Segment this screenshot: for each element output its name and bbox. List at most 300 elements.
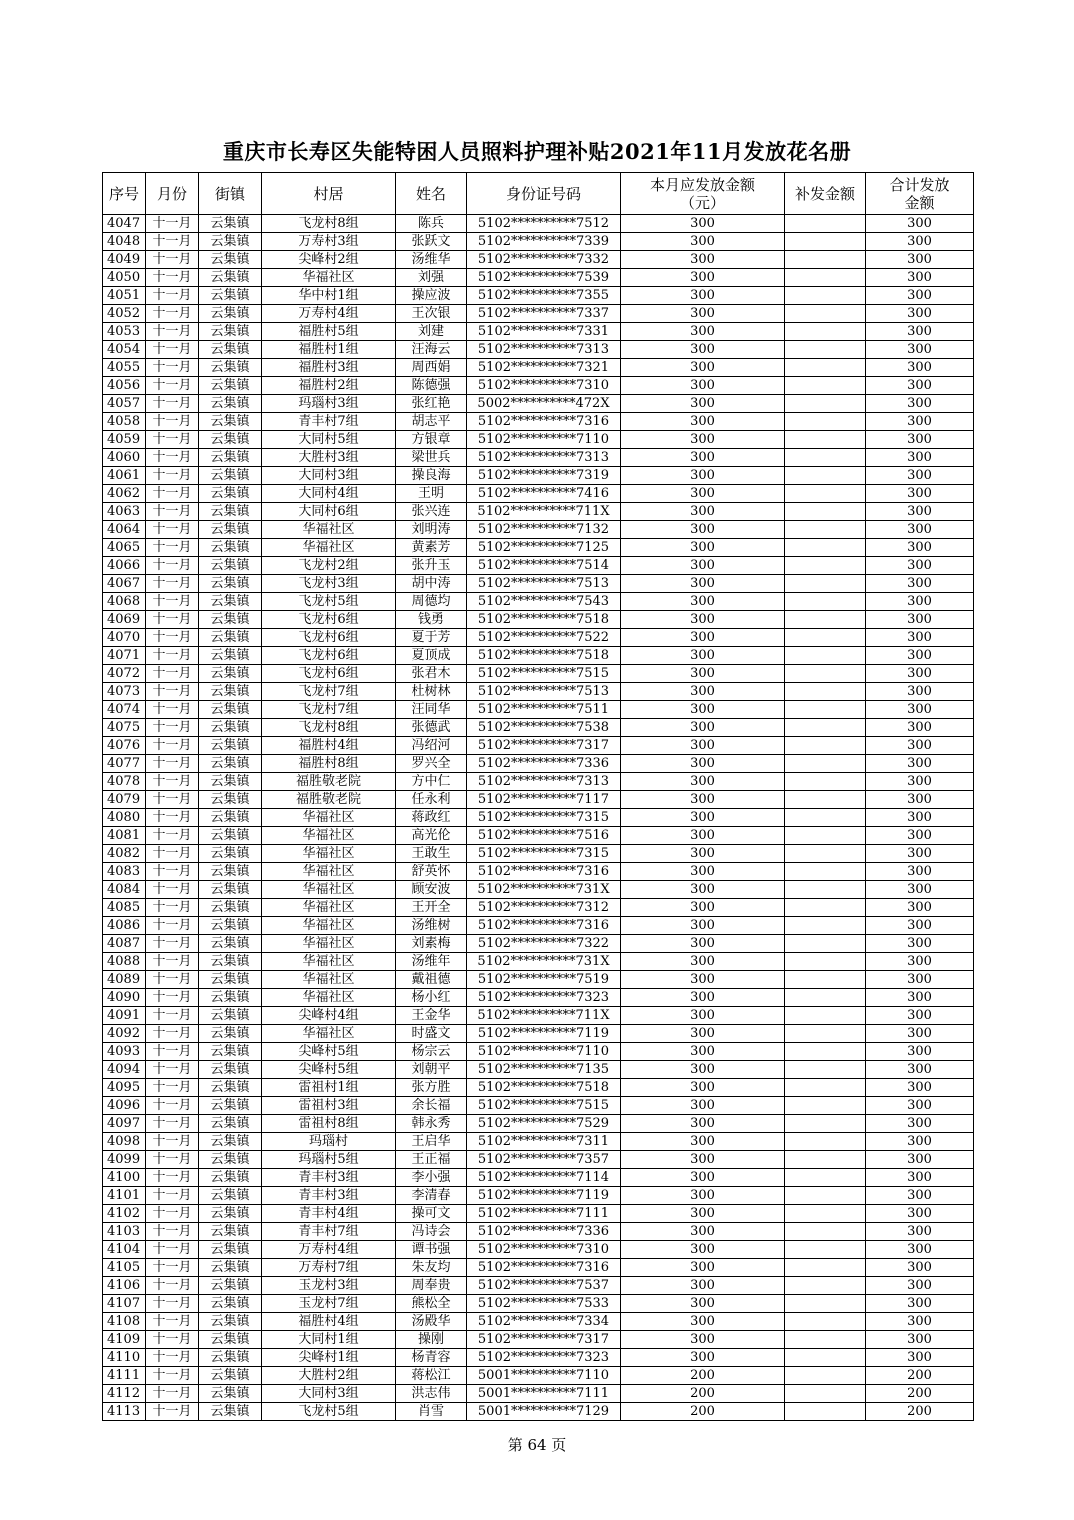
cell-town: 云集镇 [199, 701, 262, 719]
cell-seq: 4094 [103, 1061, 146, 1079]
cell-seq: 4089 [103, 971, 146, 989]
cell-village: 大同村6组 [262, 503, 396, 521]
cell-total-amount: 300 [866, 413, 974, 431]
table-row [103, 809, 974, 827]
cell-id-number: 5102**********7119 [467, 1025, 621, 1043]
cell-supplement-amount [785, 1331, 866, 1349]
table-row [103, 449, 974, 467]
cell-month: 十一月 [146, 413, 199, 431]
cell-village: 飞龙村5组 [262, 593, 396, 611]
cell-total-amount: 300 [866, 611, 974, 629]
cell-supplement-amount [785, 737, 866, 755]
table-row [103, 1079, 974, 1097]
cell-total-amount: 300 [866, 377, 974, 395]
cell-town: 云集镇 [199, 251, 262, 269]
cell-id-number: 5102**********7336 [467, 755, 621, 773]
cell-id-number: 5102**********7135 [467, 1061, 621, 1079]
cell-name: 张升玉 [396, 557, 467, 575]
cell-town: 云集镇 [199, 1133, 262, 1151]
cell-month: 十一月 [146, 1043, 199, 1061]
cell-monthly-amount: 300 [621, 1331, 785, 1349]
cell-supplement-amount [785, 557, 866, 575]
cell-name: 张君木 [396, 665, 467, 683]
cell-seq: 4110 [103, 1349, 146, 1367]
cell-name: 戴祖德 [396, 971, 467, 989]
cell-village: 华福社区 [262, 269, 396, 287]
cell-name: 梁世兵 [396, 449, 467, 467]
cell-total-amount: 300 [866, 539, 974, 557]
cell-town: 云集镇 [199, 1097, 262, 1115]
cell-supplement-amount [785, 791, 866, 809]
cell-total-amount: 300 [866, 1061, 974, 1079]
cell-supplement-amount [785, 665, 866, 683]
cell-name: 周西娟 [396, 359, 467, 377]
cell-town: 云集镇 [199, 863, 262, 881]
table-row [103, 737, 974, 755]
cell-total-amount: 300 [866, 395, 974, 413]
cell-seq: 4085 [103, 899, 146, 917]
cell-month: 十一月 [146, 755, 199, 773]
cell-village: 玉龙村3组 [262, 1277, 396, 1295]
cell-town: 云集镇 [199, 1367, 262, 1385]
cell-supplement-amount [785, 251, 866, 269]
cell-supplement-amount [785, 1241, 866, 1259]
cell-town: 云集镇 [199, 503, 262, 521]
cell-id-number: 5102**********7312 [467, 899, 621, 917]
cell-id-number: 5102**********7518 [467, 1079, 621, 1097]
cell-month: 十一月 [146, 701, 199, 719]
cell-supplement-amount [785, 1313, 866, 1331]
table-row [103, 575, 974, 593]
table-header [103, 173, 974, 215]
cell-month: 十一月 [146, 1151, 199, 1169]
cell-month: 十一月 [146, 467, 199, 485]
table-row [103, 323, 974, 341]
cell-seq: 4111 [103, 1367, 146, 1385]
cell-monthly-amount: 300 [621, 1169, 785, 1187]
cell-id-number: 5102**********7339 [467, 233, 621, 251]
cell-town: 云集镇 [199, 1223, 262, 1241]
cell-seq: 4107 [103, 1295, 146, 1313]
cell-name: 刘素梅 [396, 935, 467, 953]
cell-seq: 4071 [103, 647, 146, 665]
cell-name: 汤维树 [396, 917, 467, 935]
cell-village: 华福社区 [262, 989, 396, 1007]
cell-id-number: 5102**********7514 [467, 557, 621, 575]
cell-name: 张兴连 [396, 503, 467, 521]
cell-town: 云集镇 [199, 755, 262, 773]
table-row [103, 269, 974, 287]
cell-id-number: 5102**********7310 [467, 377, 621, 395]
cell-village: 尖峰村4组 [262, 1007, 396, 1025]
cell-id-number: 5102**********7323 [467, 1349, 621, 1367]
cell-seq: 4059 [103, 431, 146, 449]
cell-month: 十一月 [146, 269, 199, 287]
cell-id-number: 5102**********7518 [467, 611, 621, 629]
cell-id-number: 5102**********7117 [467, 791, 621, 809]
cell-seq: 4102 [103, 1205, 146, 1223]
cell-village: 玛瑙村5组 [262, 1151, 396, 1169]
cell-month: 十一月 [146, 989, 199, 1007]
cell-monthly-amount: 300 [621, 1277, 785, 1295]
cell-total-amount: 300 [866, 899, 974, 917]
cell-village: 大胜村3组 [262, 449, 396, 467]
cell-seq: 4055 [103, 359, 146, 377]
cell-name: 陈兵 [396, 215, 467, 233]
table-row [103, 1223, 974, 1241]
cell-month: 十一月 [146, 503, 199, 521]
cell-name: 王开全 [396, 899, 467, 917]
cell-supplement-amount [785, 1223, 866, 1241]
cell-seq: 4076 [103, 737, 146, 755]
cell-village: 华福社区 [262, 917, 396, 935]
cell-monthly-amount: 300 [621, 269, 785, 287]
cell-seq: 4090 [103, 989, 146, 1007]
cell-name: 任永利 [396, 791, 467, 809]
table-row [103, 863, 974, 881]
cell-town: 云集镇 [199, 1007, 262, 1025]
cell-monthly-amount: 300 [621, 1115, 785, 1133]
cell-town: 云集镇 [199, 1331, 262, 1349]
cell-village: 玛瑙村 [262, 1133, 396, 1151]
cell-seq: 4088 [103, 953, 146, 971]
cell-total-amount: 300 [866, 863, 974, 881]
cell-total-amount: 300 [866, 1115, 974, 1133]
cell-total-amount: 300 [866, 971, 974, 989]
cell-monthly-amount: 300 [621, 395, 785, 413]
cell-name: 汤维年 [396, 953, 467, 971]
cell-total-amount: 300 [866, 1043, 974, 1061]
cell-total-amount: 300 [866, 1277, 974, 1295]
cell-town: 云集镇 [199, 665, 262, 683]
cell-supplement-amount [785, 971, 866, 989]
cell-month: 十一月 [146, 611, 199, 629]
cell-monthly-amount: 300 [621, 899, 785, 917]
cell-id-number: 5001**********7110 [467, 1367, 621, 1385]
cell-seq: 4098 [103, 1133, 146, 1151]
cell-town: 云集镇 [199, 953, 262, 971]
cell-month: 十一月 [146, 251, 199, 269]
cell-supplement-amount [785, 431, 866, 449]
cell-total-amount: 300 [866, 1187, 974, 1205]
cell-supplement-amount [785, 575, 866, 593]
table-row [103, 701, 974, 719]
table-row [103, 1403, 974, 1421]
cell-month: 十一月 [146, 341, 199, 359]
cell-supplement-amount [785, 773, 866, 791]
cell-town: 云集镇 [199, 557, 262, 575]
cell-village: 华福社区 [262, 809, 396, 827]
cell-name: 王明 [396, 485, 467, 503]
cell-supplement-amount [785, 719, 866, 737]
cell-village: 万寿村7组 [262, 1259, 396, 1277]
table-body [103, 215, 974, 1421]
cell-total-amount: 300 [866, 1241, 974, 1259]
cell-monthly-amount: 200 [621, 1403, 785, 1421]
page-number: 第 64 页 [507, 1436, 567, 1454]
cell-village: 飞龙村7组 [262, 683, 396, 701]
cell-month: 十一月 [146, 1367, 199, 1385]
cell-village: 华福社区 [262, 1025, 396, 1043]
cell-monthly-amount: 300 [621, 1151, 785, 1169]
cell-id-number: 5102**********731X [467, 881, 621, 899]
cell-month: 十一月 [146, 431, 199, 449]
cell-total-amount: 300 [866, 557, 974, 575]
cell-month: 十一月 [146, 827, 199, 845]
cell-village: 华福社区 [262, 953, 396, 971]
cell-supplement-amount [785, 827, 866, 845]
table-row [103, 791, 974, 809]
cell-village: 华福社区 [262, 827, 396, 845]
cell-monthly-amount: 300 [621, 737, 785, 755]
table-row [103, 1367, 974, 1385]
cell-month: 十一月 [146, 215, 199, 233]
cell-town: 云集镇 [199, 449, 262, 467]
cell-month: 十一月 [146, 1115, 199, 1133]
cell-name: 王敢生 [396, 845, 467, 863]
cell-total-amount: 300 [866, 845, 974, 863]
cell-seq: 4064 [103, 521, 146, 539]
cell-monthly-amount: 200 [621, 1385, 785, 1403]
cell-month: 十一月 [146, 1079, 199, 1097]
cell-id-number: 5102**********7317 [467, 737, 621, 755]
col-header: 补发金额 [785, 173, 866, 215]
cell-village: 飞龙村6组 [262, 647, 396, 665]
cell-total-amount: 300 [866, 1259, 974, 1277]
cell-supplement-amount [785, 809, 866, 827]
cell-total-amount: 300 [866, 575, 974, 593]
cell-name: 王次银 [396, 305, 467, 323]
cell-name: 杨青容 [396, 1349, 467, 1367]
cell-town: 云集镇 [199, 341, 262, 359]
cell-seq: 4099 [103, 1151, 146, 1169]
cell-village: 飞龙村7组 [262, 701, 396, 719]
cell-supplement-amount [785, 359, 866, 377]
cell-seq: 4108 [103, 1313, 146, 1331]
cell-month: 十一月 [146, 683, 199, 701]
cell-supplement-amount [785, 269, 866, 287]
cell-supplement-amount [785, 647, 866, 665]
cell-village: 华福社区 [262, 881, 396, 899]
cell-total-amount: 300 [866, 701, 974, 719]
cell-month: 十一月 [146, 665, 199, 683]
col-header: 村居 [262, 173, 396, 215]
cell-name: 杨小红 [396, 989, 467, 1007]
cell-town: 云集镇 [199, 1151, 262, 1169]
cell-month: 十一月 [146, 1061, 199, 1079]
cell-monthly-amount: 300 [621, 467, 785, 485]
cell-id-number: 5102**********7319 [467, 467, 621, 485]
cell-seq: 4100 [103, 1169, 146, 1187]
cell-monthly-amount: 300 [621, 863, 785, 881]
cell-seq: 4051 [103, 287, 146, 305]
cell-supplement-amount [785, 377, 866, 395]
cell-name: 张方胜 [396, 1079, 467, 1097]
cell-monthly-amount: 300 [621, 521, 785, 539]
cell-supplement-amount [785, 467, 866, 485]
cell-total-amount: 300 [866, 1349, 974, 1367]
cell-month: 十一月 [146, 593, 199, 611]
table-row [103, 1043, 974, 1061]
cell-supplement-amount [785, 629, 866, 647]
cell-month: 十一月 [146, 485, 199, 503]
cell-id-number: 5102**********7543 [467, 593, 621, 611]
cell-town: 云集镇 [199, 1385, 262, 1403]
cell-supplement-amount [785, 1133, 866, 1151]
cell-monthly-amount: 300 [621, 809, 785, 827]
table-row [103, 755, 974, 773]
cell-month: 十一月 [146, 575, 199, 593]
cell-month: 十一月 [146, 1097, 199, 1115]
table-row [103, 935, 974, 953]
cell-total-amount: 200 [866, 1367, 974, 1385]
cell-supplement-amount [785, 935, 866, 953]
cell-total-amount: 200 [866, 1385, 974, 1403]
cell-month: 十一月 [146, 1277, 199, 1295]
cell-month: 十一月 [146, 917, 199, 935]
cell-total-amount: 300 [866, 287, 974, 305]
cell-village: 青丰村3组 [262, 1187, 396, 1205]
cell-supplement-amount [785, 1385, 866, 1403]
cell-supplement-amount [785, 413, 866, 431]
table-row [103, 305, 974, 323]
table-row [103, 917, 974, 935]
table-row [103, 485, 974, 503]
cell-monthly-amount: 300 [621, 557, 785, 575]
cell-supplement-amount [785, 1115, 866, 1133]
cell-total-amount: 300 [866, 305, 974, 323]
cell-seq: 4082 [103, 845, 146, 863]
cell-monthly-amount: 300 [621, 917, 785, 935]
cell-name: 刘朝平 [396, 1061, 467, 1079]
cell-town: 云集镇 [199, 611, 262, 629]
cell-village: 华福社区 [262, 899, 396, 917]
table-row [103, 503, 974, 521]
cell-seq: 4050 [103, 269, 146, 287]
cell-name: 高光伦 [396, 827, 467, 845]
cell-town: 云集镇 [199, 683, 262, 701]
cell-id-number: 5102**********7416 [467, 485, 621, 503]
cell-monthly-amount: 300 [621, 971, 785, 989]
cell-supplement-amount [785, 395, 866, 413]
cell-town: 云集镇 [199, 629, 262, 647]
cell-id-number: 5102**********711X [467, 503, 621, 521]
cell-village: 福胜敬老院 [262, 791, 396, 809]
cell-total-amount: 300 [866, 953, 974, 971]
cell-id-number: 5102**********7322 [467, 935, 621, 953]
cell-id-number: 5102**********7336 [467, 1223, 621, 1241]
cell-month: 十一月 [146, 1133, 199, 1151]
cell-id-number: 5102**********7519 [467, 971, 621, 989]
cell-town: 云集镇 [199, 809, 262, 827]
cell-name: 周奉贵 [396, 1277, 467, 1295]
cell-town: 云集镇 [199, 575, 262, 593]
cell-seq: 4103 [103, 1223, 146, 1241]
cell-village: 大同村5组 [262, 431, 396, 449]
cell-town: 云集镇 [199, 215, 262, 233]
table-row [103, 1331, 974, 1349]
cell-monthly-amount: 300 [621, 827, 785, 845]
cell-monthly-amount: 300 [621, 287, 785, 305]
cell-village: 飞龙村6组 [262, 665, 396, 683]
cell-supplement-amount [785, 1043, 866, 1061]
cell-town: 云集镇 [199, 1043, 262, 1061]
cell-total-amount: 300 [866, 1205, 974, 1223]
cell-seq: 4056 [103, 377, 146, 395]
table-row [103, 1205, 974, 1223]
cell-monthly-amount: 300 [621, 377, 785, 395]
cell-id-number: 5002**********472X [467, 395, 621, 413]
cell-seq: 4049 [103, 251, 146, 269]
table-row [103, 827, 974, 845]
cell-town: 云集镇 [199, 359, 262, 377]
cell-seq: 4057 [103, 395, 146, 413]
cell-id-number: 5102**********7337 [467, 305, 621, 323]
cell-id-number: 5102**********7522 [467, 629, 621, 647]
cell-id-number: 5102**********7529 [467, 1115, 621, 1133]
cell-id-number: 5102**********7538 [467, 719, 621, 737]
cell-monthly-amount: 300 [621, 593, 785, 611]
table-row [103, 539, 974, 557]
table-row [103, 773, 974, 791]
table-row [103, 1187, 974, 1205]
cell-id-number: 5102**********7315 [467, 845, 621, 863]
table-row [103, 1295, 974, 1313]
table-row [103, 377, 974, 395]
cell-name: 舒英怀 [396, 863, 467, 881]
cell-village: 青丰村4组 [262, 1205, 396, 1223]
cell-supplement-amount [785, 593, 866, 611]
cell-village: 大同村3组 [262, 467, 396, 485]
cell-seq: 4052 [103, 305, 146, 323]
cell-supplement-amount [785, 503, 866, 521]
cell-id-number: 5102**********7313 [467, 341, 621, 359]
cell-month: 十一月 [146, 395, 199, 413]
cell-name: 熊松全 [396, 1295, 467, 1313]
cell-town: 云集镇 [199, 845, 262, 863]
cell-village: 玉龙村7组 [262, 1295, 396, 1313]
cell-name: 顾安波 [396, 881, 467, 899]
cell-name: 王启华 [396, 1133, 467, 1151]
cell-seq: 4063 [103, 503, 146, 521]
cell-total-amount: 300 [866, 1025, 974, 1043]
cell-name: 冯诗会 [396, 1223, 467, 1241]
cell-name: 操良海 [396, 467, 467, 485]
cell-monthly-amount: 300 [621, 449, 785, 467]
cell-monthly-amount: 300 [621, 629, 785, 647]
cell-id-number: 5102**********7357 [467, 1151, 621, 1169]
cell-id-number: 5102**********7321 [467, 359, 621, 377]
cell-supplement-amount [785, 1007, 866, 1025]
cell-month: 十一月 [146, 845, 199, 863]
cell-name: 刘建 [396, 323, 467, 341]
cell-seq: 4072 [103, 665, 146, 683]
cell-town: 云集镇 [199, 1187, 262, 1205]
table-row [103, 359, 974, 377]
cell-monthly-amount: 300 [621, 359, 785, 377]
cell-village: 飞龙村6组 [262, 629, 396, 647]
cell-seq: 4092 [103, 1025, 146, 1043]
cell-seq: 4079 [103, 791, 146, 809]
cell-month: 十一月 [146, 1007, 199, 1025]
cell-name: 张德武 [396, 719, 467, 737]
cell-seq: 4105 [103, 1259, 146, 1277]
cell-village: 飞龙村6组 [262, 611, 396, 629]
cell-name: 刘强 [396, 269, 467, 287]
cell-village: 华福社区 [262, 539, 396, 557]
cell-seq: 4109 [103, 1331, 146, 1349]
cell-monthly-amount: 300 [621, 1097, 785, 1115]
